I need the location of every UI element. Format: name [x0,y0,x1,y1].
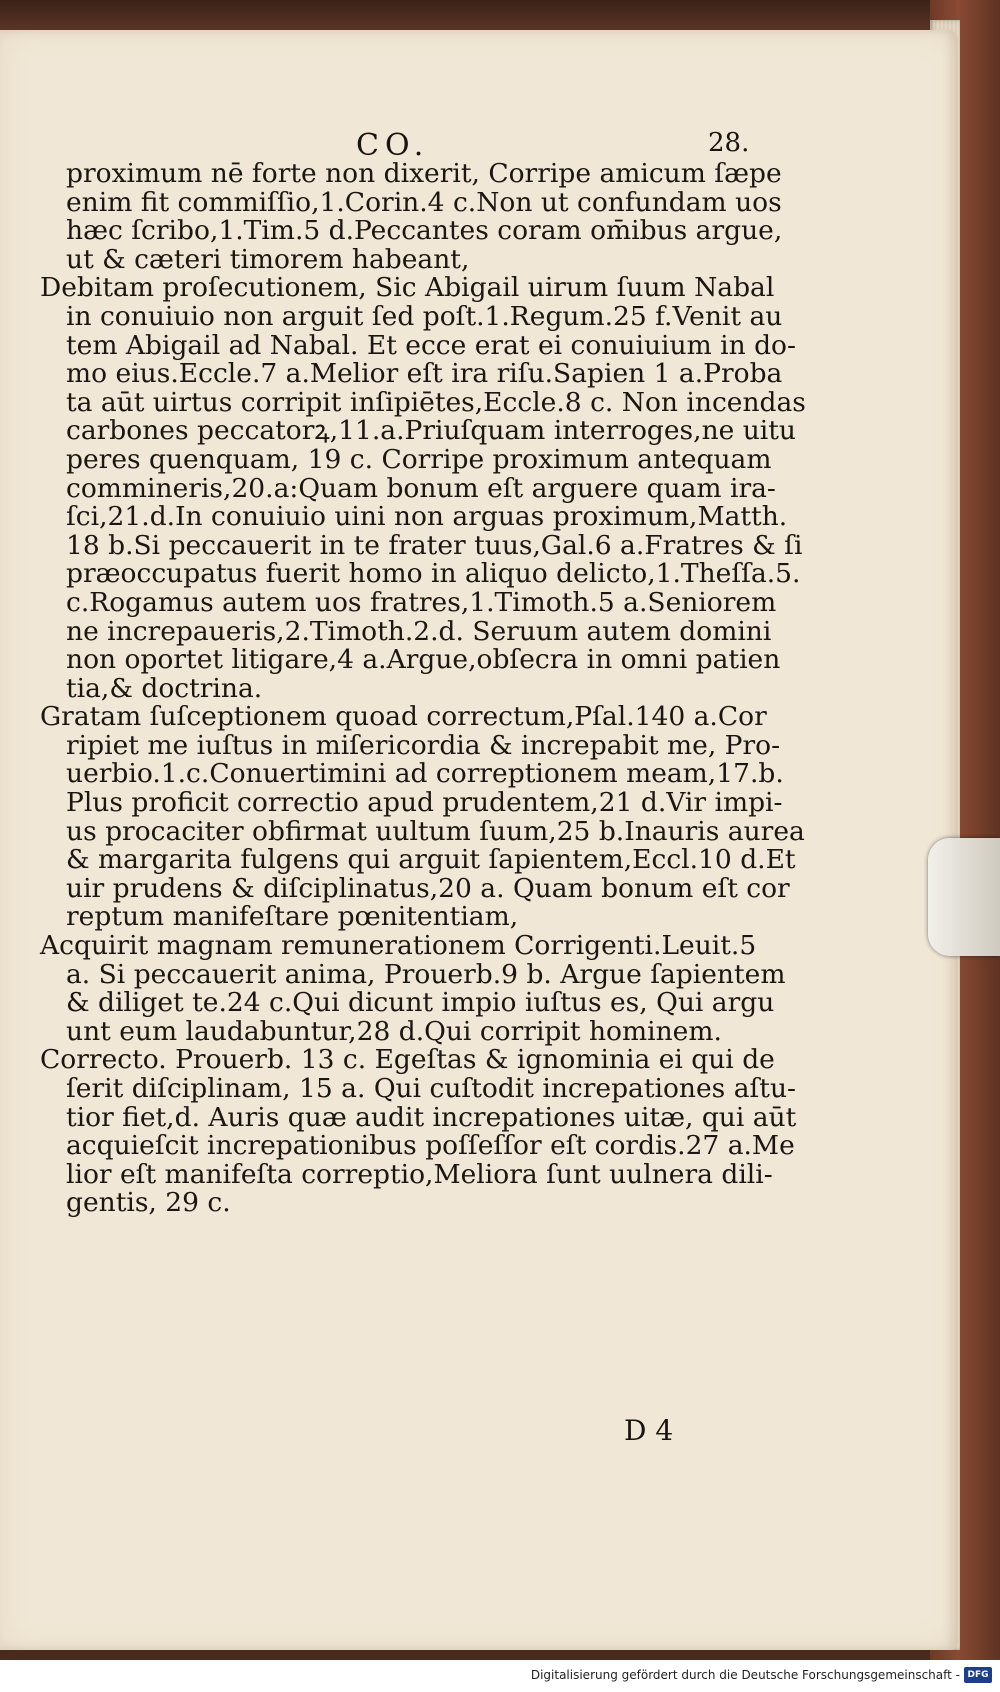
text-line: hæc ſcribo,1.Tim.5 d.Peccantes coram om̄ibus argue, [66,215,783,247]
folio-number: 28. [708,128,750,158]
text-line: a. Si peccauerit anima, Prouerb.9 b. Argue ſapientem [66,958,786,990]
page-body-text [40,160,820,1218]
text-line: ne increpaueris,2.Timoth.2.d. Seruum autem domini [66,615,772,647]
text-line: tem Abigail ad Nabal. Et ecce erat ei conuiuium in do- [66,329,796,361]
text-line: carbones peccatorꝝ,11.a.Priuſquam interroges,ne uitu [66,415,797,447]
text-line: Debitam proſecutionem, Sic Abigail uirum ſuum Nabal [40,272,775,304]
page-clip [928,838,1000,956]
text-line: reptum manifeſtare pœnitentiam, [66,901,519,933]
running-head: CO. [356,128,430,163]
digitization-footer [0,1660,1000,1692]
text-line: gentis, 29 c. [66,1187,231,1219]
text-line: proximum nē forte non dixerit, Corripe amicum ſæpe [66,158,782,189]
text-line: mo eius.Eccle.7 a.Melior eſt ira riſu.Sapien 1 a.Proba [66,358,783,390]
dfg-logo: DFG [964,1667,992,1683]
text-line: tior fiet,d. Auris quæ audit increpationes uitæ, qui aūt [66,1101,797,1133]
text-line: & diliget te.24 c.Qui dicunt impio iuſtus es, Qui argu [66,987,775,1019]
text-line: & margarita fulgens qui arguit ſapientem,Eccl.10 d.Et [66,844,796,876]
signature-mark: D 4 [624,1414,674,1447]
text-line: in conuiuio non arguit ſed poſt.1.Regum.25 f.Venit au [66,300,783,332]
text-line: præoccupatus fuerit homo in aliquo delicto,1.Theſſa.5. [66,558,801,590]
text-line: Gratam ſuſceptionem quoad correctum,Pſal.140 a.Cor [40,701,767,733]
text-line: Acquirit magnam remunerationem Corrigenti.Leuit.5 [40,930,757,962]
text-line: ripiet me iuſtus in miſericordia & increpabit me, Pro- [66,729,781,761]
funding-credit: Digitalisierung gefördert durch die Deutsche Forschungsgemeinschaft - [530,1668,960,1682]
text-line: us procaciter obfirmat uultum ſuum,25 b.Inauris aurea [66,815,805,847]
text-line: ut & cæteri timorem habeant, [66,243,470,275]
text-line: 18 b.Si peccauerit in te frater tuus,Gal.6 a.Fratres & ſi [66,529,803,561]
text-line: peres quenquam, 19 c. Corripe proximum antequam [66,443,772,475]
text-line: lior eſt manifeſta correptio,Meliora ſunt uulnera dili- [66,1158,773,1190]
text-line: acquieſcit increpationibus poſſeſſor eſt cordis.27 a.Me [66,1130,795,1162]
text-line: Plus proficit correctio apud prudentem,21 d.Vir impi- [66,787,783,819]
text-line: ta aūt uirtus corripit inſipiētes,Eccle.8 c. Non incendas [66,386,806,418]
text-line: ſerit diſciplinam, 15 a. Qui cuſtodit increpationes aſtu- [66,1073,796,1104]
text-line: uerbio.1.c.Conuertimini ad correptionem meam,17.b. [66,758,784,790]
text-line: uir prudens & diſciplinatus,20 a. Quam bonum eſt cor [66,872,790,904]
text-line: Correcto. Prouerb. 13 c. Egeſtas & ignominia ei qui de [40,1044,775,1076]
text-line: tia,& doctrina. [66,672,263,704]
text-line: c.Rogamus autem uos fratres,1.Timoth.5 a.Seniorem [66,586,777,618]
text-line: unt eum laudabuntur,28 d.Qui corripit hominem. [66,1015,722,1047]
text-line: commineris,20.a:Quam bonum eſt arguere quam ira- [66,472,776,504]
text-line: ſci,21.d.In conuiuio uini non arguas proximum,Matth. [66,501,788,533]
book-top-edge [0,0,1000,30]
text-line: non oportet litigare,4 a.Argue,obſecra in omni patien [66,644,781,676]
text-line: enim fit commiſſio,1.Corin.4 c.Non ut confundam uos [66,186,782,218]
